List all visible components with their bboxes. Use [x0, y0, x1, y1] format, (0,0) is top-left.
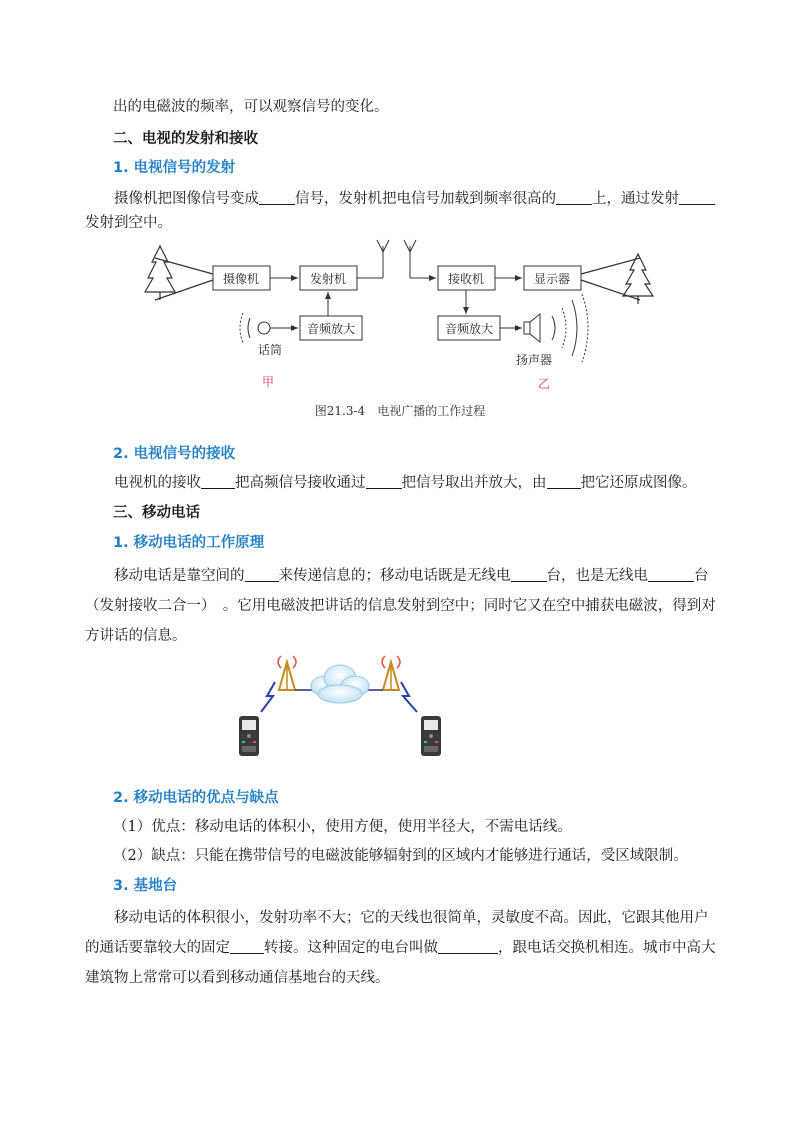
- text-segment: 台，也是无线电: [546, 568, 648, 584]
- text-segment: 把它还原成图像。: [580, 475, 697, 491]
- paragraph-mobile-principle: [85, 561, 720, 651]
- figure-caption: 图21.3-4 电视广播的工作过程: [314, 404, 486, 418]
- fill-blank[interactable]: [245, 567, 279, 582]
- text-segment: 信号，发射机把电信号加载到频率很高的: [295, 191, 556, 207]
- tower-icon-left: [278, 656, 296, 690]
- text-segment: 来传递信息的；移动电话既是无线电: [278, 568, 511, 584]
- subsection-title-base-station: 3. 基地台: [113, 878, 178, 894]
- subsection-title-mobile-pros-cons: 2. 移动电话的优点与缺点: [113, 790, 279, 806]
- text-segment: 电视机的接收: [114, 475, 201, 491]
- paragraph-cons: （2）缺点：只能在携带信号的电磁波能够辐射到的区域内才能够进行通话，受区域限制。: [113, 848, 688, 864]
- label-yi: 乙: [537, 377, 551, 391]
- fill-blank[interactable]: [259, 190, 295, 205]
- speaker-icon: [524, 294, 588, 362]
- tower-icon-right: [382, 656, 400, 690]
- text-segment: 转接。这种固定的电台叫做: [264, 940, 438, 956]
- paragraph-pros: （1）优点：移动电话的体积小，使用方便，使用半径大，不需电话线。: [113, 819, 572, 835]
- subsection-title-tv-transmit: 1. 电视信号的发射: [113, 160, 236, 176]
- section-title-mobile: 三、移动电话: [113, 505, 200, 521]
- speaker-label: 扬声器: [515, 353, 553, 367]
- tree-icon-left: [145, 246, 213, 300]
- paragraph-tv-receive: [85, 472, 720, 494]
- audio-amp-left-label: 音频放大: [306, 322, 356, 336]
- antenna-icon-rx: [404, 240, 436, 278]
- text-segment: 移动电话是靠空间的: [114, 568, 245, 584]
- text-segment: 摄像机把图像信号变成: [114, 191, 259, 207]
- cloud-icon: [311, 665, 369, 703]
- fill-blank[interactable]: [201, 474, 235, 489]
- transmitter-label: 发射机: [309, 272, 347, 286]
- subsection-title-tv-receive: 2. 电视信号的接收: [113, 446, 236, 462]
- fill-blank[interactable]: [511, 567, 547, 582]
- mic-label: 话筒: [257, 343, 283, 357]
- phone-icon-right: [421, 716, 441, 756]
- fill-blank[interactable]: [679, 190, 715, 205]
- signal-bolt-right: [401, 682, 417, 712]
- receiver-label: 接收机: [447, 272, 485, 286]
- microphone-icon: [240, 313, 298, 343]
- text-segment: （发射接收二合一） 。它用电磁波把讲话的信息发射到空中；同时它又在空中捕获电磁波，得到对方讲话的信息。: [85, 598, 716, 644]
- phone-icon-left: [239, 716, 259, 756]
- tv-broadcast-diagram: [140, 238, 660, 398]
- signal-bolt-left: [261, 682, 275, 712]
- camera-label: 摄像机: [222, 272, 260, 286]
- paragraph-tv-transmit: [85, 187, 720, 235]
- fill-blank[interactable]: [547, 474, 581, 489]
- intro-paragraph: 出的电磁波的频率，可以观察信号的变化。: [113, 99, 389, 115]
- label-jia: 甲: [261, 375, 275, 389]
- display-label: 显示器: [533, 272, 571, 286]
- paragraph-base-station: [85, 903, 720, 993]
- fill-blank[interactable]: [366, 474, 402, 489]
- text-segment: 把高频信号接收通过: [235, 475, 366, 491]
- tree-icon-right: [581, 254, 653, 304]
- section-title-tv: 二、电视的发射和接收: [113, 131, 258, 147]
- fill-blank[interactable]: [556, 190, 592, 205]
- mobile-network-diagram: [225, 652, 455, 762]
- fill-blank[interactable]: [230, 939, 264, 954]
- text-segment: 发射到空中。: [85, 215, 172, 231]
- subsection-title-mobile-principle: 1. 移动电话的工作原理: [113, 535, 265, 551]
- audio-amp-right-label: 音频放大: [444, 322, 494, 336]
- fill-blank[interactable]: [438, 939, 498, 954]
- fill-blank[interactable]: [648, 567, 694, 582]
- text-segment: 上，通过发射: [592, 191, 679, 207]
- text-segment: ，跟电话交换机相连。城市中高大建筑物上常常可以看到移动通信基地台的天线。: [85, 940, 716, 986]
- text-segment: 台: [694, 568, 709, 584]
- text-segment: 移动电话的体积很小，发射功率不大；它的天线也很简单，灵敏度不高。因此，它跟其他用户的通话要靠较大的固定: [85, 910, 709, 956]
- text-segment: 把信号取出并放大，由: [401, 475, 547, 491]
